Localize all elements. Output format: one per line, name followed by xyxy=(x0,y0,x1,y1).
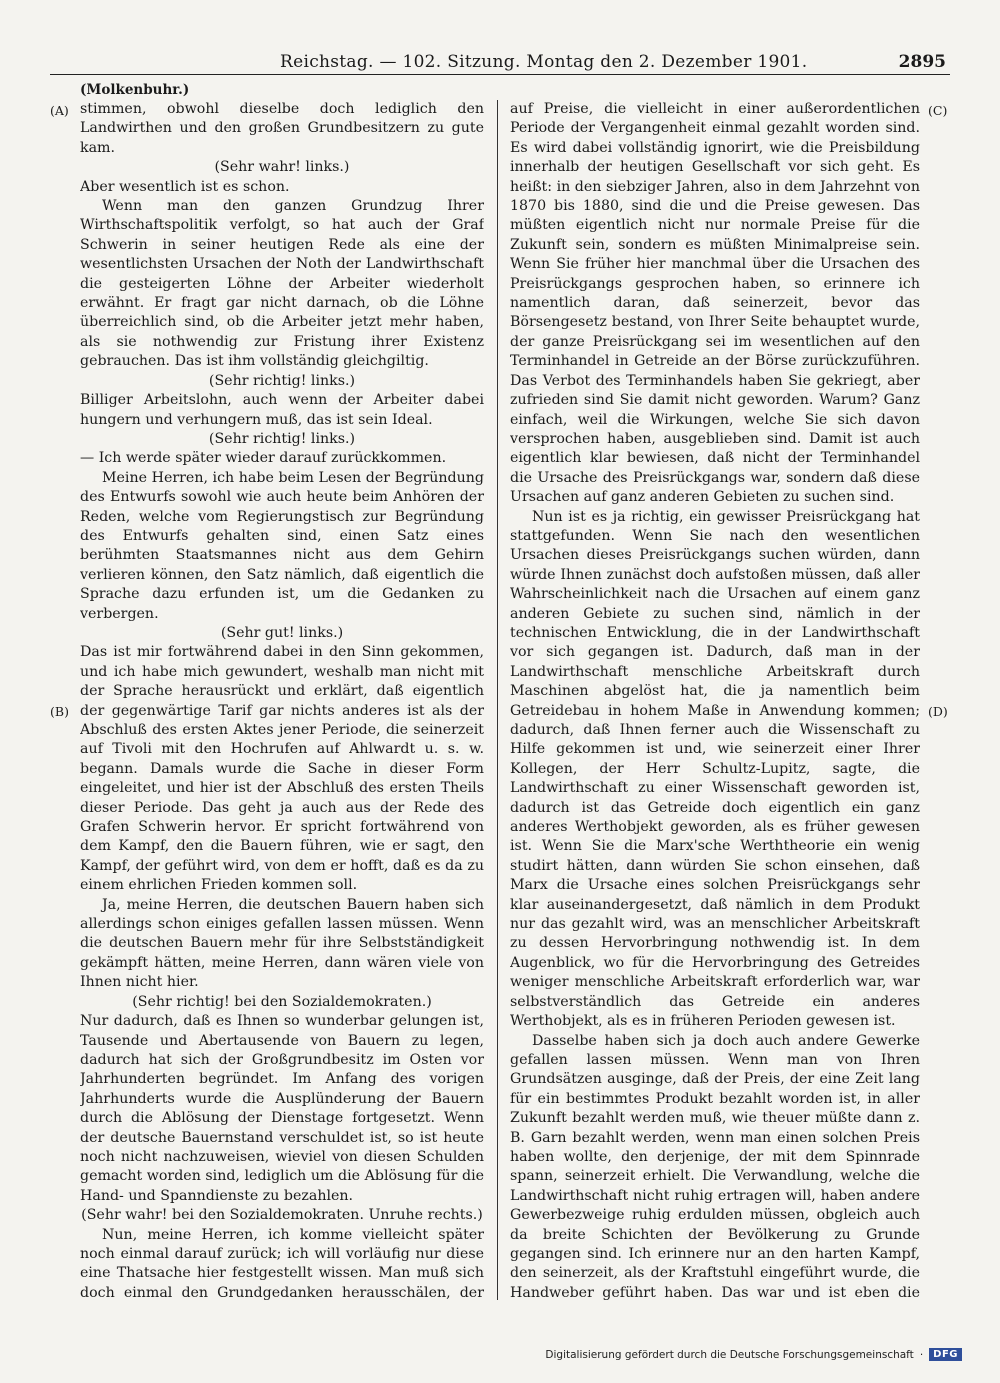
left-column-paragraph: — Ich werde später wieder darauf zurückkommen. xyxy=(80,450,447,467)
interjection: (Sehr wahr! links.) xyxy=(214,159,350,176)
dfg-logo-icon: DFG xyxy=(929,1348,962,1361)
interjection: (Sehr richtig! bei den Sozialdemokraten.) xyxy=(132,993,432,1010)
column-divider xyxy=(497,100,498,1300)
margin-marker-b: (B) xyxy=(50,704,69,719)
left-column-paragraph: Nur dadurch, daß es Ihnen so wunderbar gelungen ist, Tausende und Abertausende von Bauern zu legen, dadurch hat sich der Großgrundbesitz im Osten vor Jahrhunderten begründet. Im Anfang des vorigen Jahrhunderts wurde die Ausplünderung der Bauern durch die Ablösung der Dienstage fortgesetzt. Wenn der deutsche Bauernstand verschuldet ist, so ist heute noch nicht nachzuweisen, wieviel von diesen Schulden gemacht worden sind, lediglich um die Ablösung für die Hand- und Spanndienste zu bezahlen. xyxy=(80,1013,484,1204)
left-column-paragraph: Wenn man den ganzen Grundzug Ihrer Wirthschaftspolitik verfolgt, so hat auch der Graf Schwerin in seiner heutigen Rede als eine der wesentlichsten Ursachen der Noth der Landwirthschaft die gesteigerten Löhne der Arbeiter wiederholt erwähnt. Er fragt gar nicht darnach, ob die Löhne überreichlich sind, ob die Arbeiter jetzt mehr haben, als sie nothwendig zur Fristung ihrer Existenz gebrauchen. Das ist ihm vollständig gleichgiltig. xyxy=(80,198,484,370)
left-column-paragraph: Das ist mir fortwährend dabei in den Sinn gekommen, und ich habe mich gewundert, weshalb man nicht mit der Sprache herausrückt und erklärt, daß eigentlich der gegenwärtige Tarif gar nichts anderes ist als der Abschluß des ersten Aktes jener Periode, die seinerzeit auf Tivoli mit den Hochrufen auf Ahlwardt u. s. w. begann. Damals wurde die Sache in dieser Form eingeleitet, und hier ist der Abschluß des ersten Theils dieser Periode. Das geht ja auch aus der Rede des Grafen Schwerin hervor. Er spricht fortwährend von dem Kampf, den die Bauern führen, wie er sagt, den Kampf, der geführt wird, von dem er hofft, daß es da zu einem ehrlichen Frieden kommen soll. xyxy=(80,644,484,894)
left-column-paragraph: Billiger Arbeitslohn, auch wenn der Arbeiter dabei hungern und verhungern muß, das ist sein Ideal. xyxy=(80,392,484,428)
interjection: (Sehr gut! links.) xyxy=(220,624,344,641)
right-column-paragraph: Nun ist es ja richtig, ein gewisser Preisrückgang hat stattgefunden. Wenn Sie nach den wesentlichen Ursachen dieses Preisrückgangs suchen würden, dann würde Ihnen zunächst doch aufstoßen müssen, daß aller Wahrscheinlichkeit nach die Ursachen auf einem ganz anderen Gebiete zu suchen sind, nämlich in der technischen Entwicklung, die in der Landwirthschaft vor sich gegangen ist. Dadurch, daß man in der Landwirthschaft menschliche Arbeitskraft durch Maschinen abgelöst hat, die ja namentlich beim Getreidebau in hohem Maße in Anwendung kommen; dadurch, daß Ihnen ferner auch die Wissenschaft zu Hilfe gekommen ist und, wie seinerzeit einer Ihrer Kollegen, der Herr Schultz-Lupitz, sagte, die Landwirthschaft zu einer Wissenschaft geworden ist, dadurch ist das Getreide doch eigentlich ein ganz anderes Werthobjekt geworden, als es früher gewesen ist. Wenn Sie die Marx'sche Werththeorie ein wenig studirt hätten, dann würden Sie schon einsehen, daß Marx die Ursache eines solchen Preisrückgangs sehr klar auseinandergesetzt, daß nämlich in dem Produkt nur das gezahlt wird, was an menschlicher Arbeitskraft zu dessen Hervorbringung nothwendig ist. In dem Augenblick, wo für die Hervorbringung des Getreides weniger menschliche Arbeitskraft erforderlich war, war selbstverständlich das Getreide ein anderes Werthobjekt, als es in früheren Perioden gewesen ist. xyxy=(510,508,920,1030)
right-column xyxy=(510,100,920,1300)
left-column xyxy=(80,100,484,1300)
left-column-paragraph: Ja, meine Herren, die deutschen Bauern haben sich allerdings schon einiges gefallen lassen müssen. Wenn die deutschen Bauern mehr für ihre Selbstständigkeit gekämpft hätten, meine Herren, dann wären viele von Ihnen nicht hier. xyxy=(80,896,484,991)
interjection: (Sehr richtig! links.) xyxy=(208,430,356,447)
right-column-paragraph: auf Preise, die vielleicht in einer außerordentlichen Periode der Vergangenheit einmal gezahlt worden sind. Es wird dabei vollständig ignorirt, wie die Preisbildung innerhalb der heutigen Gesellschaft vor sich geht. Es heißt: in den siebziger Jahren, also in dem Jahrzehnt von 1870 bis 1880, sind die und die Preise gewesen. Das müßten eigentlich nicht nur normale Preise für die Zukunft sein, sondern es müßten Minimalpreise sein. Wenn Sie früher hier manchmal über die Ursachen des Preisrückgangs gesprochen haben, so erinnere ich namentlich daran, daß seinerzeit, bevor das Börsengesetz bestand, von Ihrer Seite behauptet wurde, der ganze Preisrückgang sei im wesentlichen auf den Terminhandel in Getreide an der Börse zurückzuführen. Das Verbot des Terminhandels haben Sie gekriegt, aber zufrieden sind Sie damit nicht geworden. Warum? Ganz einfach, weil die Wirkungen, welche Sie sich davon versprochen haben, ausgeblieben sind. Damit ist auch eigentlich klar bewiesen, daß nicht der Terminhandel die Ursache des Preisrückgangs war, sondern daß diese Ursachen auf ganz anderen Gebieten zu suchen sind. xyxy=(510,101,920,506)
interjection: (Sehr wahr! bei den Sozialdemokraten. Unruhe rechts.) xyxy=(81,1207,483,1224)
footer: Digitalisierung gefördert durch die Deutsche Forschungsgemeinschaft · DFG xyxy=(545,1348,962,1361)
left-column-paragraph: Nun, meine Herren, ich komme vielleicht später noch einmal darauf zurück; ich will vorläufig nur diese eine Thatsache hier festgestellt wissen. Man muß sich doch einmal den Grundgedanken herausschälen, der xyxy=(80,1226,484,1300)
interjection: (Sehr richtig! links.) xyxy=(208,372,356,389)
page-number: 2895 xyxy=(898,52,946,72)
left-column-paragraph: stimmen, obwohl dieselbe doch lediglich den Landwirthen und den großen Grundbesitzern zu gute kam. xyxy=(80,101,484,156)
page-header xyxy=(50,48,950,75)
speaker-name: (Molkenbuhr.) xyxy=(80,82,190,98)
running-header: Reichstag. — 102. Sitzung. Montag den 2. Dezember 1901. xyxy=(280,52,808,72)
left-column-paragraph: Meine Herren, ich habe beim Lesen der Begründung des Entwurfs sowohl wie auch heute beim Anhören der Reden, welche vom Regierungstisch zur Begründung des Entwurfs gehalten sind, einen Satz eines berühmten Staatsmannes nicht aus dem Gehirn verlieren können, den Satz nämlich, daß eigentlich die Sprache dazu erfunden ist, um die Gedanken zu verbergen. xyxy=(80,469,484,622)
margin-marker-c: (C) xyxy=(928,103,948,118)
margin-marker-a: (A) xyxy=(50,103,69,118)
margin-marker-d: (D) xyxy=(928,704,948,719)
footer-credit: Digitalisierung gefördert durch die Deutsche Forschungsgemeinschaft xyxy=(545,1348,914,1361)
left-column-paragraph: Aber wesentlich ist es schon. xyxy=(80,178,290,195)
right-column-paragraph: Dasselbe haben sich ja doch auch andere Gewerke gefallen lassen müssen. Wenn man von Ihren Grundsätzen ausginge, daß der Preis, der eine Zeit lang für ein bestimmtes Produkt bezahlt worden ist, in aller Zukunft bezahlt werden muß, wie theuer müßte dann z. B. Garn bezahlt werden, wenn man einen solchen Preis haben wollte, den derjenige, der mit dem Spinnrade spann, seinerzeit erhielt. Die Verwandlung, welche die Landwirthschaft nicht ruhig ertragen will, haben andere Gewerbezweige ruhig erdulden müssen, obgleich auch da breite Schichten der Bevölkerung zu Grunde gegangen sind. Ich erinnere nur an den harten Kampf, den seinerzeit, als der Kraftstuhl eingeführt wurde, die Handweber geführt haben. Das war und ist eben die xyxy=(510,1032,920,1300)
